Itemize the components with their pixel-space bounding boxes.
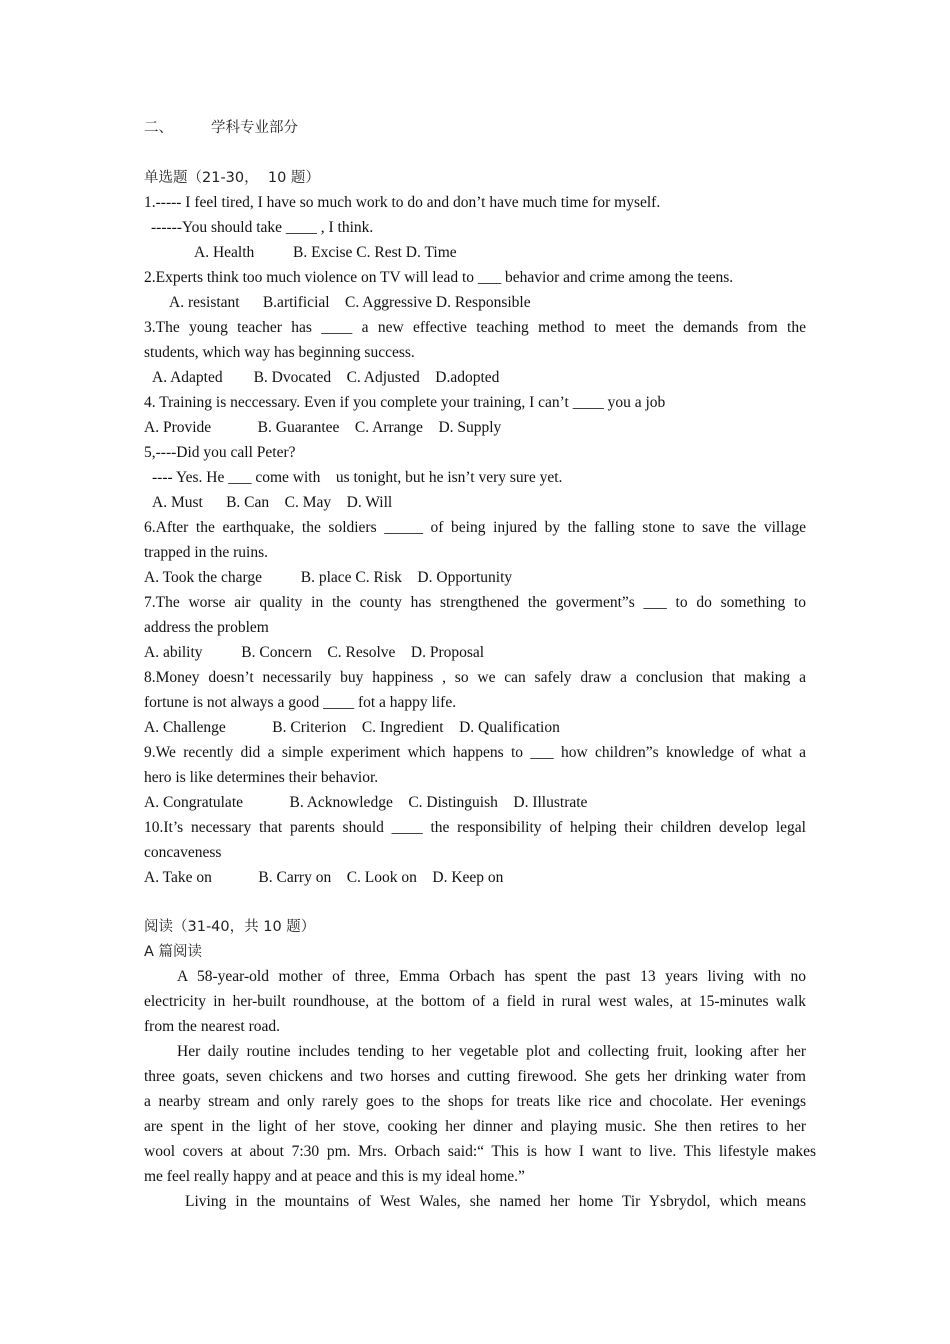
single-choice-heading: 单选题（21-30， 10 题） (144, 170, 320, 186)
question-5-options: A. Must B. Can C. May D. Will (152, 494, 393, 511)
question-6-line-2: trapped in the ruins. (144, 544, 268, 561)
question-6-options: A. Took the charge B. place C. Risk D. Opportunity (144, 569, 513, 586)
question-10-line-2: concaveness (144, 844, 222, 861)
question-7-line-2: address the problem (144, 619, 269, 636)
reading-heading: 阅读（31-40，共 10 题） (144, 919, 316, 935)
passage-p2-line-5: wool covers at about 7:30 pm. Mrs. Orbach said:“ This is how I want to live. This lifestyle makes (144, 1143, 816, 1160)
question-1-options: A. Health B. Excise C. Rest D. Time (194, 244, 457, 261)
question-8-options: A. Challenge B. Criterion C. Ingredient D. Qualification (144, 719, 560, 736)
passage-a-heading: A 篇阅读 (144, 944, 203, 960)
question-10-line-1: 10.It’s necessary that parents should ____ the responsibility of helping their children develop legal (144, 819, 806, 836)
question-4: 4. Training is neccessary. Even if you complete your training, I can’t ____ you a job (144, 394, 666, 411)
question-5-line-1: 5,----Did you call Peter? (144, 444, 296, 461)
passage-p1-line-3: from the nearest road. (144, 1018, 280, 1035)
question-3-line-2: students, which way has beginning success. (144, 344, 415, 361)
question-9-line-1: 9.We recently did a simple experiment which happens to ___ how children”s knowledge of what a (144, 744, 806, 761)
question-6-line-1: 6.After the earthquake, the soldiers _____ of being injured by the falling stone to save the village (144, 519, 806, 536)
question-3-options: A. Adapted B. Dvocated C. Adjusted D.adopted (152, 369, 500, 386)
passage-p1-line-2: electricity in her-built roundhouse, at the bottom of a field in rural west wales, at 15-minutes walk (144, 993, 806, 1010)
question-9-line-2: hero is like determines their behavior. (144, 769, 379, 786)
passage-p2-line-1: Her daily routine includes tending to her vegetable plot and collecting fruit, looking after her (177, 1043, 806, 1060)
question-8-line-1: 8.Money doesn’t necessarily buy happiness , so we can safely draw a conclusion that making a (144, 669, 806, 686)
passage-p2-line-3: a nearby stream and only rarely goes to the shops for treats like rice and chocolate. Her evenings (144, 1093, 806, 1110)
question-5-line-2: ---- Yes. He ___ come with us tonight, but he isn’t very sure yet. (152, 469, 563, 486)
question-3-line-1: 3.The young teacher has ____ a new effective teaching method to meet the demands from the (144, 319, 806, 336)
section-number: 二、 (144, 120, 173, 136)
passage-p1-line-1: A 58-year-old mother of three, Emma Orbach has spent the past 13 years living with no (177, 968, 806, 985)
passage-p2-line-6: me feel really happy and at peace and this is my ideal home.” (144, 1168, 525, 1185)
question-4-options: A. Provide B. Guarantee C. Arrange D. Supply (144, 419, 502, 436)
question-1-line-1: 1.----- I feel tired, I have so much work to do and don’t have much time for myself. (144, 194, 661, 211)
passage-p2-line-2: three goats, seven chickens and two horses and cutting firewood. She gets her drinking water from (144, 1068, 806, 1085)
question-10-options: A. Take on B. Carry on C. Look on D. Keep on (144, 869, 504, 886)
question-2: 2.Experts think too much violence on TV will lead to ___ behavior and crime among the teens. (144, 269, 734, 286)
question-8-line-2: fortune is not always a good ____ fot a happy life. (144, 694, 457, 711)
question-1-line-2: ------You should take ____ , I think. (151, 219, 374, 236)
passage-p2-line-4: are spent in the light of her stove, cooking her dinner and playing music. She then retires to her (144, 1118, 806, 1135)
section-title: 学科专业部分 (211, 120, 298, 136)
question-7-line-1: 7.The worse air quality in the county has strengthened the goverment”s ___ to do something to (144, 594, 806, 611)
question-2-options: A. resistant B.artificial C. Aggressive D. Responsible (169, 294, 531, 311)
passage-p3-line-1: Living in the mountains of West Wales, she named her home Tir Ysbrydol, which means (185, 1193, 806, 1210)
question-9-options: A. Congratulate B. Acknowledge C. Distinguish D. Illustrate (144, 794, 588, 811)
question-7-options: A. ability B. Concern C. Resolve D. Proposal (144, 644, 485, 661)
